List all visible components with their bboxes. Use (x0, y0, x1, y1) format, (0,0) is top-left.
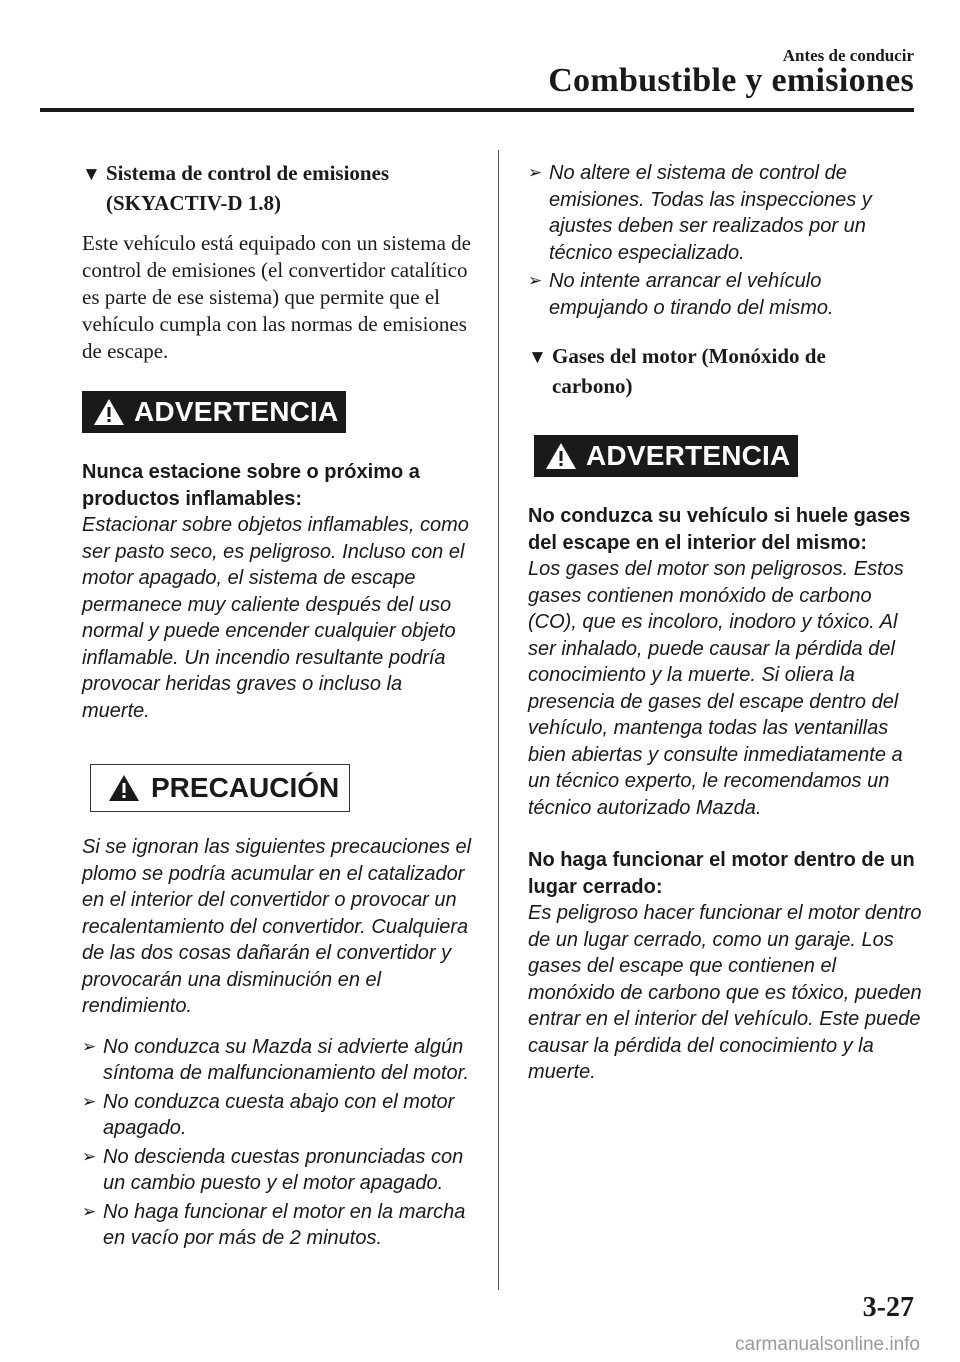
column-divider (498, 150, 499, 1290)
caution-note (82, 834, 474, 1020)
caution-bullet-list (82, 1034, 474, 1252)
warning-banner (534, 435, 798, 477)
warning-text: Es peligroso hacer funcionar el motor dentro de un lugar cerrado, como un garaje. Los gases del escape que contienen el monóxido de carbono que es tóxico, pueden entrar en el interior del vehículo. Este puede causar la pérdida del conocimiento y la muerte. (528, 902, 922, 1083)
arrow-bullet-icon: ➢ (82, 1036, 97, 1056)
arrow-bullet-icon: ➢ (528, 271, 543, 290)
right-column (528, 158, 922, 1086)
intro-paragraph: Este vehículo está equipado con un sistema de control de emisiones (el convertidor catalítico es parte de ese sistema) que permite que el vehículo cumpla con las normas de emisiones de escape. (82, 231, 471, 363)
heading-line-2: (SKYACTIV-D 1.8) (106, 191, 282, 215)
heading-line-2: carbono) (552, 374, 633, 398)
watermark: carmanualsonline.info (735, 1334, 920, 1355)
warning-note-2 (528, 847, 922, 1086)
arrow-bullet-icon: ➢ (82, 1091, 97, 1111)
page-number: 3-27 (862, 1292, 914, 1323)
list-item: ➢ No conduzca cuesta abajo con el motor apagado. (82, 1090, 455, 1139)
list-item: ➢ No altere el sistema de control de emisiones. Todas las inspecciones y ajustes deben ser realizados por un técnico especializado. (528, 162, 872, 264)
warning-label: ADVERTENCIA (586, 440, 791, 471)
heading-line-1: Gases del motor (Monóxido de (552, 344, 826, 368)
heading-line-1: Sistema de control de emisiones (106, 161, 390, 185)
triangle-down-icon: ▼ (82, 164, 101, 185)
caution-text: Si se ignoran las siguientes precauciones el plomo se podría acumular en el catalizador en el interior del convertidor o provocar un recalentamiento del convertidor. Cualquiera de las dos cosas dañarán el convertidor y provocarán una disminución en el rendimiento. (82, 836, 472, 1017)
warning-triangle-icon (544, 441, 578, 471)
caution-banner (90, 764, 350, 812)
list-item: ➢ No intente arrancar el vehículo empujando o tirando del mismo. (528, 270, 834, 319)
left-column (82, 158, 474, 1254)
section-label: Antes de conducir (782, 46, 914, 65)
warning-title: Nunca estacione sobre o próximo a productos inflamables: (82, 461, 420, 510)
warning-title: No conduzca su vehículo si huele gases del escape en el interior del mismo: (528, 505, 911, 554)
caution-label: PRECAUCIÓN (151, 772, 340, 803)
emissions-bullet-list (528, 160, 922, 321)
warning-triangle-icon (92, 397, 126, 427)
warning-title: No haga funcionar el motor dentro de un lugar cerrado: (528, 849, 915, 898)
warning-banner (82, 391, 346, 433)
arrow-bullet-icon: ➢ (528, 163, 543, 182)
emissions-heading (82, 158, 474, 218)
warning-note-1 (528, 503, 922, 821)
list-item: ➢ No haga funcionar el motor en la marcha en vacío por más de 2 minutos. (82, 1200, 466, 1249)
exhaust-gas-heading (528, 341, 922, 401)
header-rule (40, 108, 914, 112)
list-item: ➢ No descienda cuestas pronunciadas con un cambio puesto y el motor apagado. (82, 1145, 464, 1194)
warning-text: Los gases del motor son peligrosos. Estos gases contienen monóxido de carbono (CO), que es incoloro, inodoro y tóxico. Al ser inhalado, puede causar la pérdida del conocimiento y la muerte. Si oliera la presencia de gases del escape dentro del vehículo, mantenga todas las ventanillas bien abiertas y consulte inmediatamente a un técnico experto, le recomendamos un técnico autorizado Mazda. (528, 558, 904, 819)
warning-text: Estacionar sobre objetos inflamables, como ser pasto seco, es peligroso. Incluso con el motor apagado, el sistema de escape permanece muy caliente después del uso normal y puede encender cualquier objeto inflamable. Un incendio resultante podría provocar heridas graves o incluso la muerte. (82, 514, 469, 722)
caution-triangle-icon (107, 773, 141, 803)
page-title: Combustible y emisiones (548, 62, 914, 99)
warning-label: ADVERTENCIA (134, 396, 339, 427)
arrow-bullet-icon: ➢ (82, 1146, 97, 1166)
arrow-bullet-icon: ➢ (82, 1201, 97, 1221)
warning-note (82, 459, 474, 724)
triangle-down-icon: ▼ (528, 347, 547, 368)
list-item: ➢ No conduzca su Mazda si advierte algún síntoma de malfuncionamiento del motor. (82, 1035, 470, 1084)
